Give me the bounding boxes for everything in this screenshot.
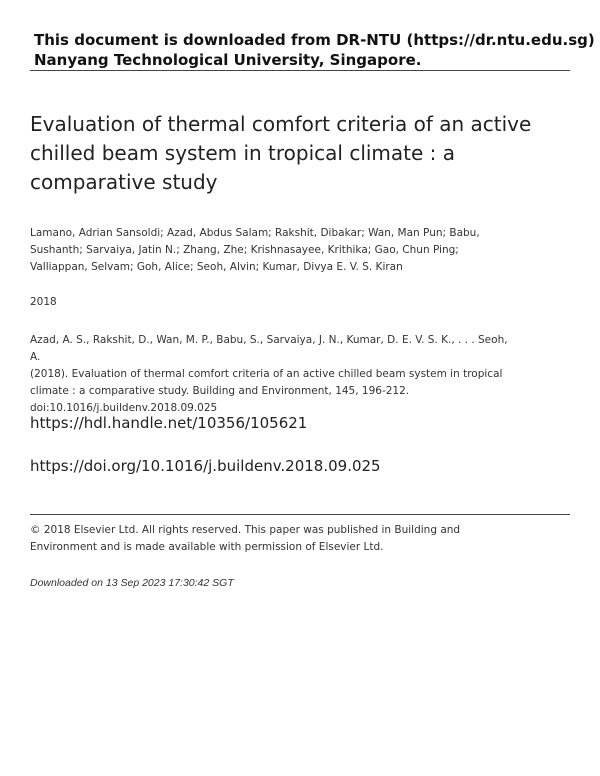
author-line: Lamano, Adrian Sansoldi; Azad, Abdus Salam; Rakshit, Dibakar; Wan, Man Pun; Babu, (30, 227, 480, 239)
download-timestamp: Downloaded on 13 Sep 2023 17:30:42 SGT (30, 577, 234, 589)
title-line: Evaluation of thermal comfort criteria of an active (30, 112, 532, 136)
title-line: comparative study (30, 170, 218, 194)
document-title (30, 110, 550, 197)
publication-year: 2018 (30, 296, 57, 308)
rights-statement (30, 522, 510, 556)
header-line-source: This document is downloaded from DR-NTU (https://dr.ntu.edu.sg) (34, 31, 595, 49)
citation-line: (2018). Evaluation of thermal comfort criteria of an active chilled beam system in tropical (30, 368, 503, 380)
citation-line: Azad, A. S., Rakshit, D., Wan, M. P., Babu, S., Sarvaiya, J. N., Kumar, D. E. V. S. K., . . . Seoh, A. (30, 334, 508, 363)
author-line: Sushanth; Sarvaiya, Jatin N.; Zhang, Zhe; Krishnasayee, Krithika; Gao, Chun Ping; (30, 244, 459, 256)
header-divider (30, 70, 570, 71)
citation-line: climate : a comparative study. Building and Environment, 145, 196-212. (30, 385, 410, 397)
doi-link[interactable]: https://doi.org/10.1016/j.buildenv.2018.09.025 (30, 457, 381, 475)
rights-line: Environment and is made available with permission of Elsevier Ltd. (30, 541, 384, 553)
rights-divider (30, 514, 570, 515)
citation-block (30, 332, 510, 417)
title-line: chilled beam system in tropical climate : a (30, 141, 456, 165)
repository-header (34, 30, 595, 70)
author-list (30, 225, 500, 276)
handle-link[interactable]: https://hdl.handle.net/10356/105621 (30, 414, 308, 432)
header-line-institution: Nanyang Technological University, Singapore. (34, 51, 422, 69)
author-line: Valliappan, Selvam; Goh, Alice; Seoh, Alvin; Kumar, Divya E. V. S. Kiran (30, 261, 403, 273)
citation-line: doi:10.1016/j.buildenv.2018.09.025 (30, 402, 218, 414)
rights-line: © 2018 Elsevier Ltd. All rights reserved. This paper was published in Building and (30, 524, 461, 536)
